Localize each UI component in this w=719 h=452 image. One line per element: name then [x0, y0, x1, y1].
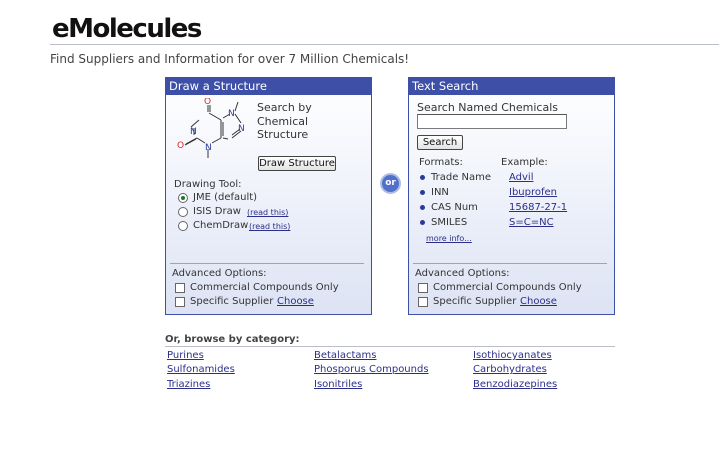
- search-by-label-line2: Chemical: [257, 115, 309, 128]
- example-ibuprofen-link[interactable]: Ibuprofen: [509, 187, 558, 198]
- draw-choose-supplier-link[interactable]: Choose: [277, 296, 314, 307]
- chemdraw-label: ChemDraw: [193, 220, 249, 231]
- text-panel-title: Text Search: [409, 78, 614, 95]
- example-header: Example:: [501, 157, 548, 168]
- format-smiles: SMILES: [431, 217, 468, 228]
- draw-structure-button[interactable]: Draw Structure: [259, 158, 335, 169]
- category-link[interactable]: Purines: [167, 350, 204, 361]
- search-named-label: Search Named Chemicals: [417, 101, 558, 114]
- draw-structure-panel: [165, 77, 372, 315]
- example-smiles-link[interactable]: S=C=NC: [509, 217, 554, 228]
- atom-nitrogen-9: N: [238, 124, 245, 134]
- chemdraw-read-this-link[interactable]: (read this): [249, 222, 291, 231]
- category-link[interactable]: Carbohydrates: [473, 364, 547, 375]
- text-advanced-divider: [413, 263, 607, 264]
- search-by-label-line3: Structure: [257, 128, 309, 141]
- bullet-icon: [420, 205, 425, 210]
- format-trade-name: Trade Name: [431, 172, 492, 183]
- category-link[interactable]: Isonitriles: [314, 379, 363, 390]
- atom-oxygen-top: O: [204, 98, 212, 107]
- category-link[interactable]: Benzodiazepines: [473, 379, 558, 390]
- atom-oxygen-left: O: [177, 141, 185, 151]
- tagline: Find Suppliers and Information for over 7 Million Chemicals!: [50, 52, 410, 66]
- bullet-icon: [420, 175, 425, 180]
- text-supplier-checkbox[interactable]: [418, 297, 428, 307]
- draw-supplier-label: Specific Supplier: [190, 296, 274, 307]
- atom-nitrogen-7: N: [228, 109, 235, 119]
- chemdraw-radio[interactable]: [178, 221, 188, 231]
- browse-divider: [165, 346, 615, 347]
- draw-advanced-label: Advanced Options:: [172, 268, 267, 279]
- isis-read-this-link[interactable]: (read this): [247, 208, 289, 217]
- draw-commercial-checkbox[interactable]: [175, 283, 185, 293]
- text-commercial-label: Commercial Compounds Only: [433, 282, 582, 293]
- more-info-link[interactable]: more info...: [426, 234, 472, 243]
- draw-supplier-checkbox[interactable]: [175, 297, 185, 307]
- search-button[interactable]: Search: [417, 135, 463, 150]
- format-cas-num: CAS Num: [431, 202, 478, 213]
- isis-draw-label: ISIS Draw: [193, 206, 241, 217]
- drawing-tool-label: Drawing Tool:: [174, 179, 242, 190]
- text-search-panel: [408, 77, 615, 315]
- isis-draw-radio[interactable]: [178, 207, 188, 217]
- browse-category-title: Or, browse by category:: [165, 334, 300, 345]
- jme-label: JME (default): [193, 192, 258, 203]
- jme-radio[interactable]: [178, 193, 188, 203]
- category-link[interactable]: Betalactams: [314, 350, 377, 361]
- example-advil-link[interactable]: Advil: [509, 172, 534, 183]
- format-inn: INN: [431, 187, 449, 198]
- search-by-label-line1: Search by: [257, 101, 312, 114]
- category-link[interactable]: Sulfonamides: [167, 364, 235, 375]
- header-divider: [50, 44, 719, 45]
- bullet-icon: [420, 190, 425, 195]
- formats-header: Formats:: [419, 157, 463, 168]
- site-logo[interactable]: eMolecules: [52, 14, 201, 44]
- category-link[interactable]: Phosporus Compounds: [314, 364, 429, 375]
- chemical-name-input[interactable]: [417, 114, 567, 129]
- atom-nitrogen-1: N: [190, 127, 197, 137]
- text-commercial-checkbox[interactable]: [418, 283, 428, 293]
- caffeine-structure-image: [172, 98, 262, 164]
- or-badge: or: [380, 173, 401, 194]
- text-supplier-label: Specific Supplier: [433, 296, 517, 307]
- text-choose-supplier-link[interactable]: Choose: [520, 296, 557, 307]
- draw-advanced-divider: [170, 263, 364, 264]
- draw-panel-title: Draw a Structure: [166, 78, 371, 95]
- category-link[interactable]: Triazines: [167, 379, 211, 390]
- text-advanced-label: Advanced Options:: [415, 268, 510, 279]
- category-link[interactable]: Isothiocyanates: [473, 350, 552, 361]
- bullet-icon: [420, 220, 425, 225]
- atom-nitrogen-3: N: [205, 143, 212, 153]
- example-cas-link[interactable]: 15687-27-1: [509, 202, 568, 213]
- draw-commercial-label: Commercial Compounds Only: [190, 282, 339, 293]
